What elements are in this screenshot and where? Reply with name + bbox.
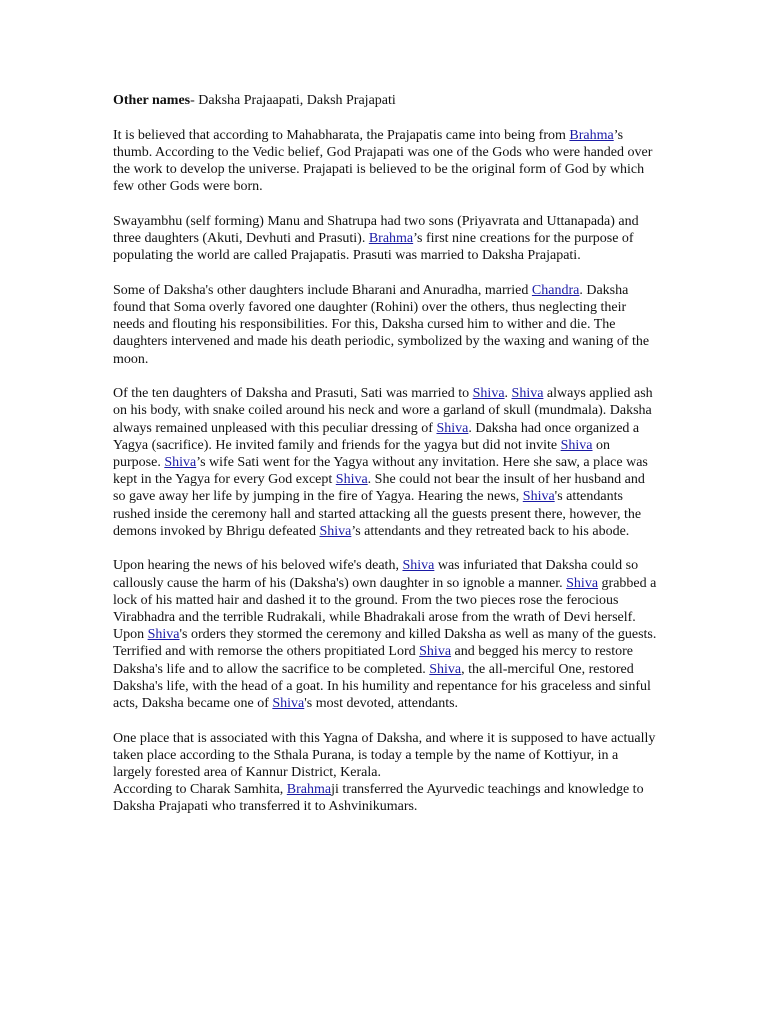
text-run: and begged his mercy to restore Daksha's life and to allow the sacrifice to be completed. [113, 644, 633, 677]
link-shiva[interactable]: Shiva [472, 386, 505, 402]
link-shiva[interactable]: Shiva [511, 386, 544, 402]
link-brahma[interactable]: Brahma [368, 231, 414, 246]
text-run: ’s wife Sati went for the Yagya without any invitation. Here she saw, a place was kept in the Yagya for every God except [113, 455, 648, 488]
text-run: . She could not bear the insult of her husband and so gave away her life by jumping in the fire of Yagya. Hearing the news, [113, 472, 645, 505]
paragraph-sati [113, 385, 659, 540]
text-run: always applied ash on his body, with snake coiled around his neck and wore a garland of skull (mundmala). Daksha always remained unpleased with this peculiar dressing of [113, 386, 653, 436]
text-run: on purpose. [113, 437, 611, 471]
text-run: . Daksha had once organized a Yagya (sacrifice). He invited family and friends for the yagya but did not invite [113, 420, 640, 453]
link-shiva[interactable]: Shiva [335, 472, 368, 488]
text-run: . Daksha found that Soma overly favored one daughter (Rohini) over the others, thus neglecting their needs and flouting his responsibilities. For this, Daksha cursed him to wither and die. The daughters intervened and made his death periodic, symbolized by the waxing and waning of the moon. [113, 282, 650, 367]
text-run: . [504, 386, 512, 402]
link-shiva[interactable]: Shiva [436, 420, 469, 436]
text-run: 's attendants rushed inside the ceremony hall and started attacking all the guests present there, however, the demons invoked by Bhrigu defeated [113, 489, 642, 539]
paragraph-charak-samhita [113, 781, 659, 815]
paragraph-wrath [113, 557, 659, 712]
link-shiva[interactable]: Shiva [429, 661, 462, 677]
text-run: 's most devoted, attendants. [304, 696, 459, 712]
text-run: ji transferred the Ayurvedic teachings and knowledge to Daksha Prajapati who transferred it to Ashvinikumars. [113, 782, 644, 815]
text-run: Upon hearing the news of his beloved wife's death, [113, 558, 403, 574]
link-brahma[interactable]: Brahma [569, 127, 614, 143]
link-shiva[interactable]: Shiva [402, 558, 435, 574]
link-shiva[interactable]: Shiva [566, 575, 599, 591]
text-run: , the all-merciful One, restored Daksha's life, with the head of a goat. In his humility and repentance for his graceless and sinful acts, Daksha became one of [113, 661, 651, 712]
text-run: ’s first nine creations for the purpose of populating the world are called Prajapatis. Prasuti was married to Daksha Prajapati. [113, 231, 634, 264]
text-run: was infuriated that Daksha could so callously cause the harm of his (Daksha's) own daughter in so ignoble a manner. [113, 558, 639, 591]
text-run: According to Charak Samhita, [113, 782, 287, 798]
link-shiva[interactable]: Shiva [164, 455, 197, 471]
text-run: Of the ten daughters of Daksha and Prasuti, Sati was married to [113, 386, 473, 402]
link-shiva[interactable]: Shiva [272, 696, 305, 712]
paragraph-swayambhu [113, 213, 659, 265]
text-run: ’s thumb. According to the Vedic belief, God Prajapati was one of the Gods who were handed over the work to develop the universe. Prajapati is believed to be the original form of God by which few other Gods were born. [113, 127, 653, 195]
link-chandra[interactable]: Chandra [531, 282, 580, 298]
document-body [113, 92, 659, 833]
link-shiva[interactable]: Shiva [319, 523, 352, 539]
text-run: Swayambhu (self forming) Manu and Shatrupa had two sons (Priyavrata and Uttanapada) and three daughters (Akuti, Devhuti and Prasuti). [113, 213, 639, 246]
paragraph-daughters [113, 282, 659, 368]
other-names-label: Other names [113, 93, 191, 108]
link-shiva[interactable]: Shiva [147, 627, 180, 643]
link-shiva[interactable]: Shiva [419, 644, 452, 660]
text-run: grabbed a lock of his matted hair and dashed it to the ground. From the two pieces rose the ferocious Virabhadra and the terrible Rudrakali, while Bhadrakali arose from the wrath of Devi herself. Upon [113, 575, 657, 643]
other-names-line [113, 92, 659, 109]
link-shiva[interactable]: Shiva [522, 489, 555, 505]
text-run: It is believed that according to Mahabharata, the Prajapatis came into being from [113, 127, 570, 143]
text-run: ’s attendants and they retreated back to his abode. [351, 523, 630, 539]
text-run: Some of Daksha's other daughters include Bharani and Anuradha, married [113, 282, 532, 298]
text-run: One place that is associated with this Yagna of Daksha, and where it is supposed to have actually taken place according to the Sthala Purana, is today a temple by the name of Kottiyur, in a largely forested area of Kannur District, Kerala. [113, 730, 656, 781]
text-run: 's orders they stormed the ceremony and killed Daksha as well as many of the guests. Terrified and with remorse the others propitiated Lord [113, 627, 657, 660]
link-brahma[interactable]: Brahma [286, 782, 332, 798]
paragraph-origin [113, 127, 659, 196]
paragraph-kottiyur [113, 730, 659, 782]
link-shiva[interactable]: Shiva [560, 437, 593, 453]
other-names-value: - Daksha Prajaapati, Daksh Prajapati [190, 93, 396, 108]
